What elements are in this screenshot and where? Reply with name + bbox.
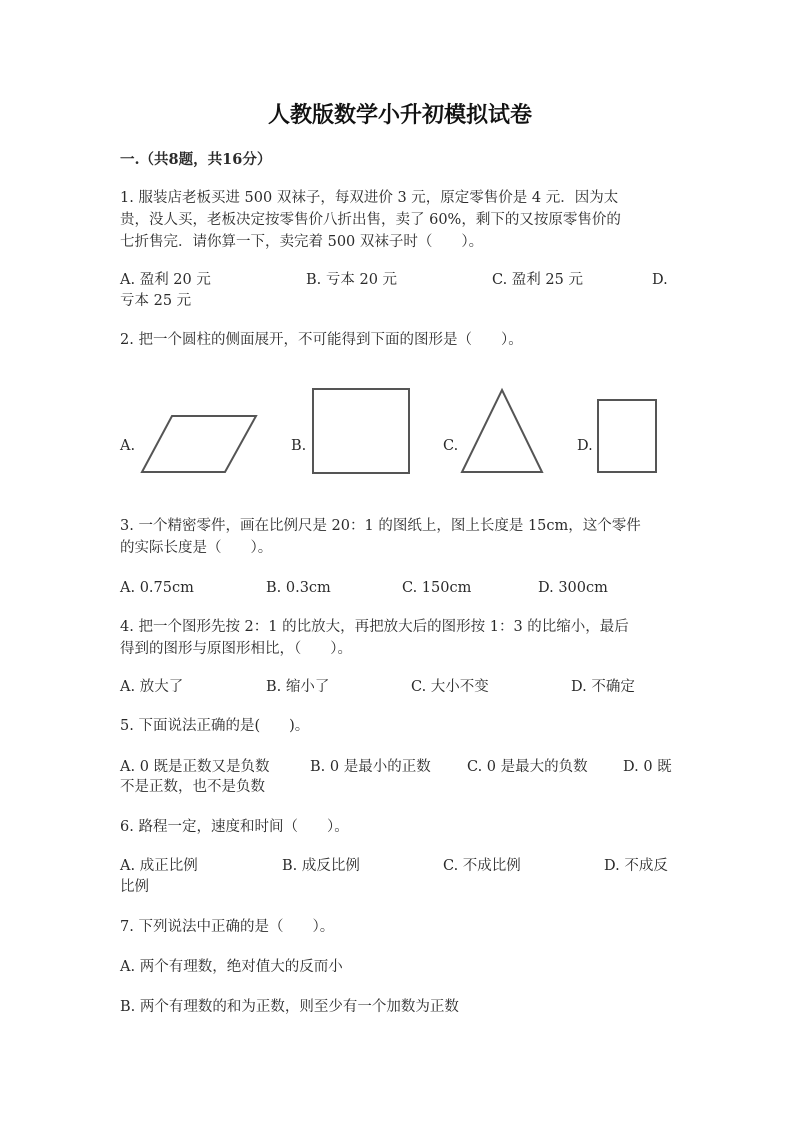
question-5-option-d-wrap: 不是正数，也不是负数 (120, 779, 265, 795)
question-1-option-c: C. 盈利 25 元 (492, 272, 583, 288)
question-4-text-line-2: 得到的图形与原图形相比，（ ）。 (120, 641, 352, 657)
question-4-option-c: C. 大小不变 (411, 679, 489, 695)
question-4-option-d: D. 不确定 (571, 679, 635, 695)
question-1-option-b: B. 亏本 20 元 (306, 272, 398, 288)
square-icon (310, 386, 412, 476)
section-heading: 一.（共8题，共16分） (120, 151, 272, 168)
question-5-option-d: D. 0 既 (623, 759, 672, 775)
question-7-text: 7. 下列说法中正确的是（ ）。 (120, 919, 335, 935)
question-3-option-a: A. 0.75cm (120, 580, 194, 596)
question-7-option-a: A. 两个有理数，绝对值大的反而小 (120, 959, 343, 975)
question-6-option-b: B. 成反比例 (282, 858, 360, 874)
question-1-text-line-1: 1. 服装店老板买进 500 双袜子，每双进价 3 元，原定零售价是 4 元．因为太 (120, 190, 619, 206)
question-5-option-b: B. 0 是最小的正数 (310, 759, 431, 775)
triangle-icon (458, 386, 546, 476)
question-4-text-line-1: 4. 把一个图形先按 2：1 的比放大，再把放大后的图形按 1：3 的比缩小，最后 (120, 619, 629, 635)
question-7-option-b: B. 两个有理数的和为正数，则至少有一个加数为正数 (120, 999, 459, 1015)
question-6-option-d-wrap: 比例 (120, 879, 149, 895)
question-6-option-c: C. 不成比例 (443, 858, 521, 874)
question-3-text-line-1: 3. 一个精密零件，画在比例尺是 20：1 的图纸上，图上长度是 15cm，这个零件 (120, 518, 641, 534)
question-1-text-line-3: 七折售完．请你算一下，卖完着 500 双袜子时（ ）。 (120, 234, 484, 250)
question-6-text: 6. 路程一定，速度和时间（ ）。 (120, 819, 349, 835)
question-4-option-b: B. 缩小了 (266, 679, 330, 695)
question-4-option-a: A. 放大了 (120, 679, 184, 695)
question-2-figure-a-label: A. (120, 438, 136, 454)
question-1-option-a: A. 盈利 20 元 (120, 272, 211, 288)
rectangle-icon (595, 397, 659, 475)
question-3-option-b: B. 0.3cm (266, 580, 331, 596)
question-2-figure-b-label: B. (291, 438, 307, 454)
question-3-option-d: D. 300cm (538, 580, 608, 596)
question-6-option-a: A. 成正比例 (120, 858, 198, 874)
parallelogram-icon (138, 412, 262, 476)
question-5-text: 5. 下面说法正确的是( )。 (120, 718, 310, 734)
question-2-figure-c-label: C. (443, 438, 459, 454)
exam-title: 人教版数学小升初模拟试卷 (267, 102, 532, 128)
question-5-option-a: A. 0 既是正数又是负数 (120, 759, 270, 775)
question-1-text-line-2: 贵，没人买，老板决定按零售价八折出售，卖了 60%，剩下的又按原零售价的 (120, 212, 621, 228)
question-1-option-d-wrap: 亏本 25 元 (120, 293, 192, 309)
question-5-option-c: C. 0 是最大的负数 (467, 759, 588, 775)
question-6-option-d: D. 不成反 (604, 858, 668, 874)
question-3-option-c: C. 150cm (402, 580, 472, 596)
question-1-option-d: D. (652, 272, 668, 288)
question-3-text-line-2: 的实际长度是（ ）。 (120, 540, 273, 556)
question-2-text: 2. 把一个圆柱的侧面展开，不可能得到下面的图形是（ ）。 (120, 332, 523, 348)
question-2-figure-d-label: D. (577, 438, 593, 454)
